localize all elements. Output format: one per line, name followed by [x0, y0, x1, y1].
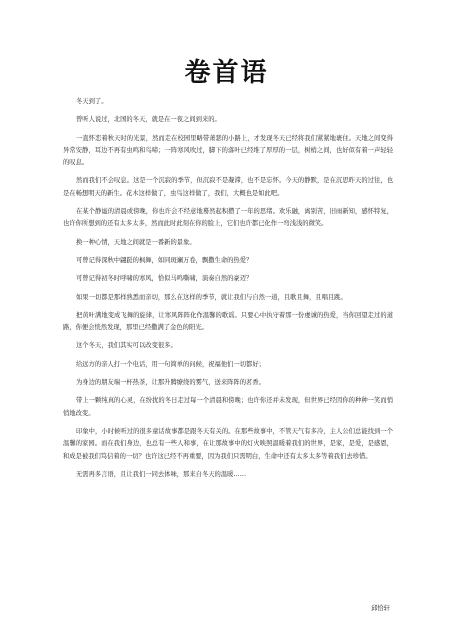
paragraph: 带上一颗纯真的心灵，在纷扰的冬日走过每一个清晨和傍晚；也许你还并未发现，但世界已经因你的种种一笑而悄悄地改变。	[63, 397, 393, 417]
page-title: 卷首语	[184, 58, 269, 88]
paragraph: 然而我们不会叹息。这是一个沉寂的季节，但沉寂不是凝滞，也不是忘怀。今天的静默，是在沉思昨天的过往，也是在畅想明天的新生。花木这样做了，虫鸟这样做了，我们，大概也是如此吧。	[63, 177, 393, 197]
paragraph: 印象中，小时候听过的很多童话故事都是跟冬天有关的。在那些故事中，不管天气有多冷，主人公们总能找到一个温馨的家园。而在我们身边，也总有一些人和事，在让那故事中的灯火映照温暖着我们的世界，是家，是爱，是感恩，和成是被我们笃信着的一切？也许这已经不再重要，因为我们只需明白，生命中还有太多太多等着我们去珍惜。	[63, 427, 393, 460]
paragraph: 曾听人说过，北国的冬天，就是在一夜之间到来的。	[76, 116, 221, 124]
paragraph: 无需再多言语，且让我们一同去体味，那来自冬天的温暖……	[76, 470, 247, 478]
author-signature: 邱恰轩	[371, 605, 390, 612]
paragraph: 给远方的亲人打一个电话，用一句简单的问候，祝福他们一切都好；	[76, 360, 265, 368]
paragraph: 为身边的朋友端一杯热茶，让那升腾缭绕的雾气，送来阵阵的茗香。	[76, 379, 265, 387]
article-body	[63, 96, 393, 487]
paragraph: 冬天到了。	[76, 98, 108, 105]
paragraph: 换一种心情，天地之间就是一番新的景象。	[76, 238, 196, 246]
paragraph: 这个冬天，我们其实可以改变很多。	[76, 342, 177, 350]
paragraph: 一直怀恋着秋天时的光景，然而走在校园里略带萧瑟的小路上，才发现冬天已经将我们紧紧地裹住。天地之间变得异常安静，耳边不再有虫鸣和鸟啼；一阵寒风吹过，脚下的落叶已经堆了厚厚的一层，树梢之间，也好似有着一声轻轻的叹息。	[63, 134, 393, 167]
paragraph: 如果一切都是那样熟悉而亲切，那么在这样的季节，就让我们与自然一道，且歌且舞，且唱且跳。	[76, 293, 347, 301]
paragraph: 可曾记得初冬时呼啸的寒风，恰似马鸣嘶啸，演奏自然的豪迈？	[76, 275, 253, 283]
paragraph: 把黄叶满地变成飞舞的旋律，让寒风阵阵化作温馨的歌谣。只要心中执守着那一份虔诚的热爱，当你回望走过的道路，你便会恍然发现，那里已经撒满了金色的阳光。	[63, 311, 393, 332]
paragraph: 在某个静谧的清晨或傍晚，你也许会不经意地蓦然起积攒了一年的思绪。欢乐融，离别苦，旧雨新知，感怀特复，也许你所想到的还有太多太多，然而此时此刻在你的脸上，它们也许都已化作一弯浅浅的微笑。	[63, 208, 393, 228]
paragraph: 可曾记得深秋中翩跹的枫舞，如同斑斓万卷，飘撒生命的热爱？	[76, 256, 253, 264]
